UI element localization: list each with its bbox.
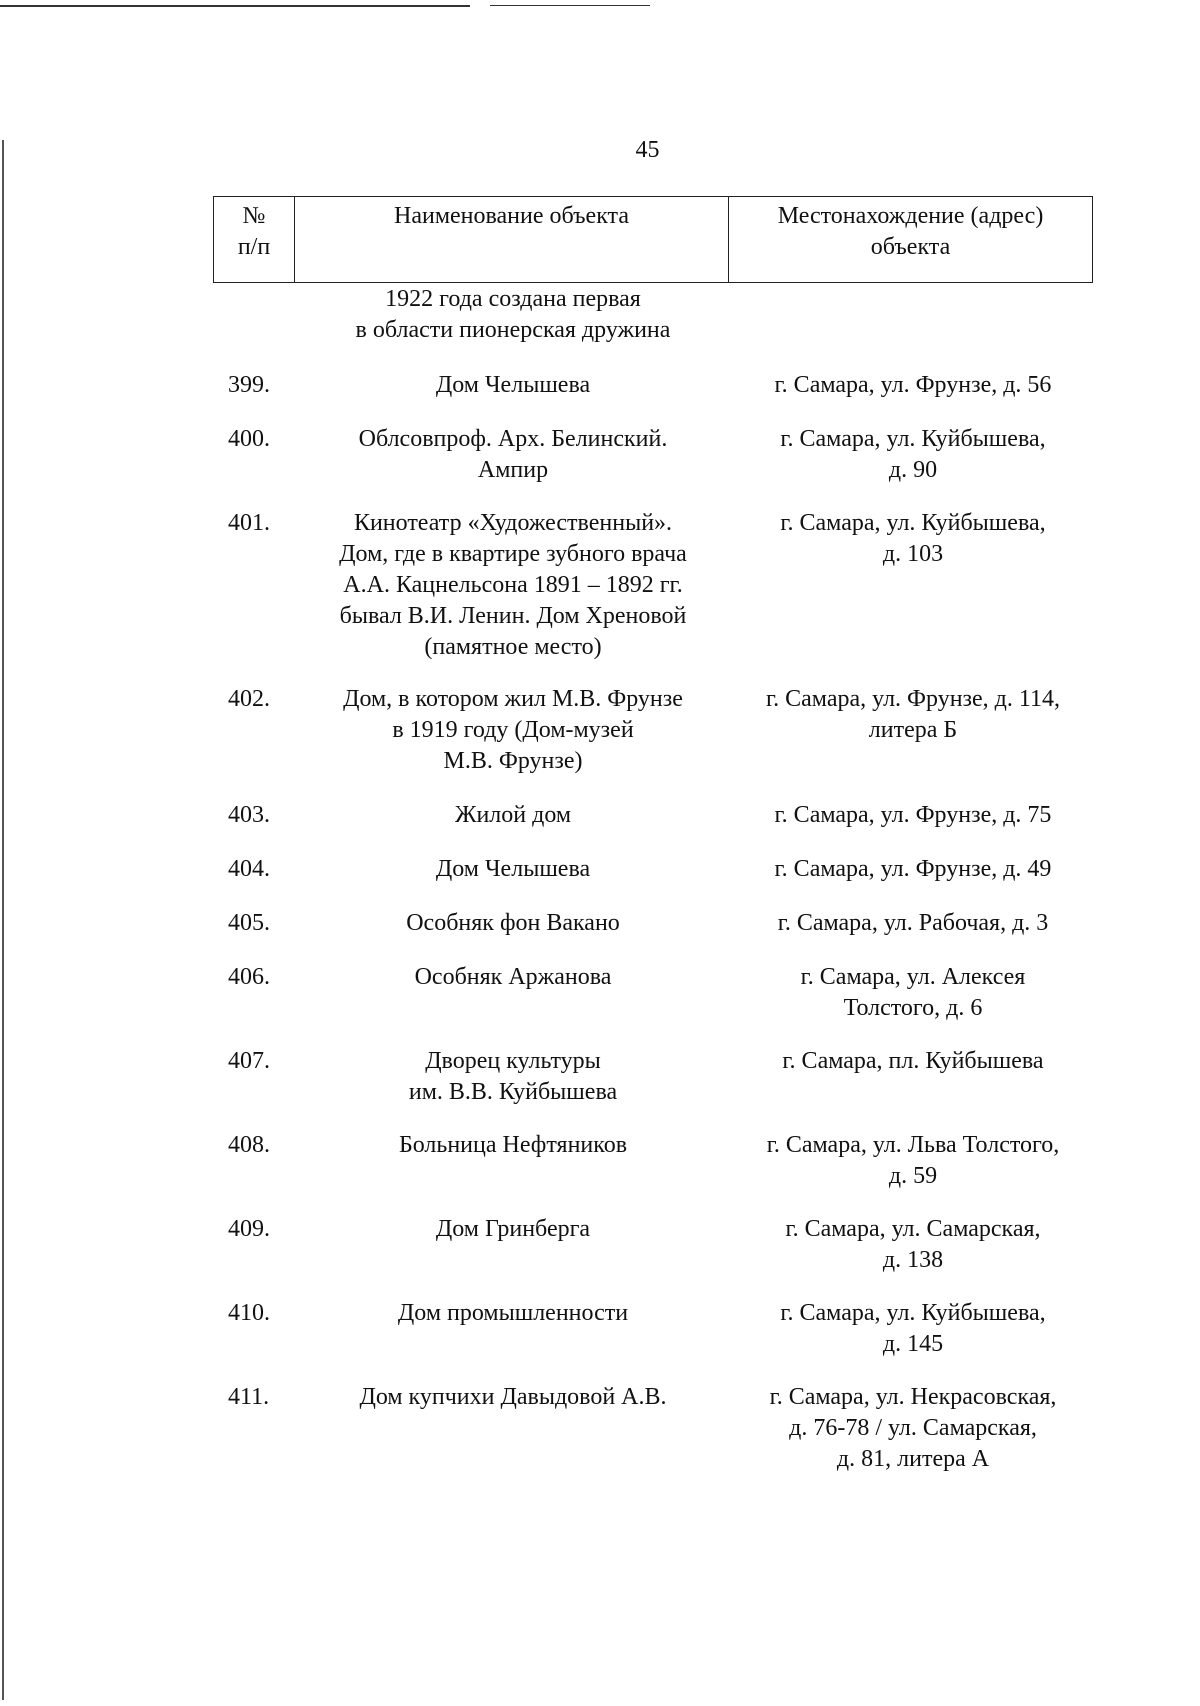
object-address: г. Самара, ул. Куйбышева, д. 90 [780, 426, 1046, 483]
object-name: Больница Нефтяников [398, 1132, 628, 1158]
row-number: 409. [228, 1216, 270, 1242]
scan-edge-line-top [0, 5, 470, 7]
object-name: Жилой дом [454, 802, 572, 828]
object-name: Дворец культуры им. В.В. Куйбышева [408, 1048, 618, 1105]
object-address: г. Самара, ул. Алексея Толстого, д. 6 [800, 964, 1026, 1021]
page-number: 45 [635, 137, 660, 163]
object-address: г. Самара, ул. Льва Толстого, д. 59 [766, 1132, 1060, 1189]
object-address: г. Самара, ул. Рабочая, д. 3 [777, 910, 1049, 936]
header-col-name: Наименование объекта [295, 197, 729, 282]
row-number: 407. [228, 1048, 270, 1074]
row-number: 399. [228, 372, 270, 398]
object-name: Дом купчихи Давыдовой А.В. [359, 1384, 667, 1410]
row-number: 408. [228, 1132, 270, 1158]
row-number: 411. [228, 1384, 270, 1410]
header-col-number: № п/п [214, 197, 295, 282]
row-number: 400. [228, 426, 270, 452]
object-name: Дом промышленности [397, 1300, 629, 1326]
object-address: г. Самара, ул. Фрунзе, д. 114, литера Б [766, 686, 1060, 743]
object-name: Дом Челышева [435, 372, 591, 398]
object-name: Кинотеатр «Художественный». Дом, где в квартире зубного врача А.А. Кацнельсона 1891 – 1892 гг. бывал В.И. Ленин. Дом Хреновой (памятное место) [339, 510, 687, 660]
object-name: Дом Гринберга [435, 1216, 591, 1242]
scan-edge-line-left [2, 140, 4, 1700]
object-name: Особняк фон Вакано [406, 910, 620, 936]
object-name: Дом Челышева [435, 856, 591, 882]
header-col-address: Местонахождение (адрес) объекта [777, 203, 1044, 260]
object-name: Дом, в котором жил М.В. Фрунзе в 1919 году (Дом-музей М.В. Фрунзе) [343, 686, 683, 774]
object-address: г. Самара, ул. Куйбышева, д. 145 [780, 1300, 1046, 1357]
row-number: 403. [228, 802, 270, 828]
scan-edge-line-top-right [490, 5, 650, 6]
object-name: Облсовпроф. Арх. Белинский. Ампир [358, 426, 668, 483]
row-number: 406. [228, 964, 270, 990]
row-number: 410. [228, 1300, 270, 1326]
object-address: г. Самара, ул. Фрунзе, д. 56 [774, 372, 1052, 398]
object-address: г. Самара, пл. Куйбышева [782, 1048, 1044, 1074]
object-name: Особняк Аржанова [414, 964, 612, 990]
object-address: г. Самара, ул. Некрасовская, д. 76-78 / ул. Самарская, д. 81, литера А [769, 1384, 1057, 1472]
object-address: г. Самара, ул. Самарская, д. 138 [785, 1216, 1041, 1273]
row-number: 402. [228, 686, 270, 712]
object-address: г. Самара, ул. Куйбышева, д. 103 [780, 510, 1046, 567]
table-header [213, 196, 1093, 283]
object-address: г. Самара, ул. Фрунзе, д. 49 [774, 856, 1052, 882]
row-number: 401. [228, 510, 270, 536]
row-number: 404. [228, 856, 270, 882]
row-number: 405. [228, 910, 270, 936]
object-name: 1922 года создана первая в области пионерская дружина [355, 286, 671, 343]
object-address: г. Самара, ул. Фрунзе, д. 75 [774, 802, 1052, 828]
